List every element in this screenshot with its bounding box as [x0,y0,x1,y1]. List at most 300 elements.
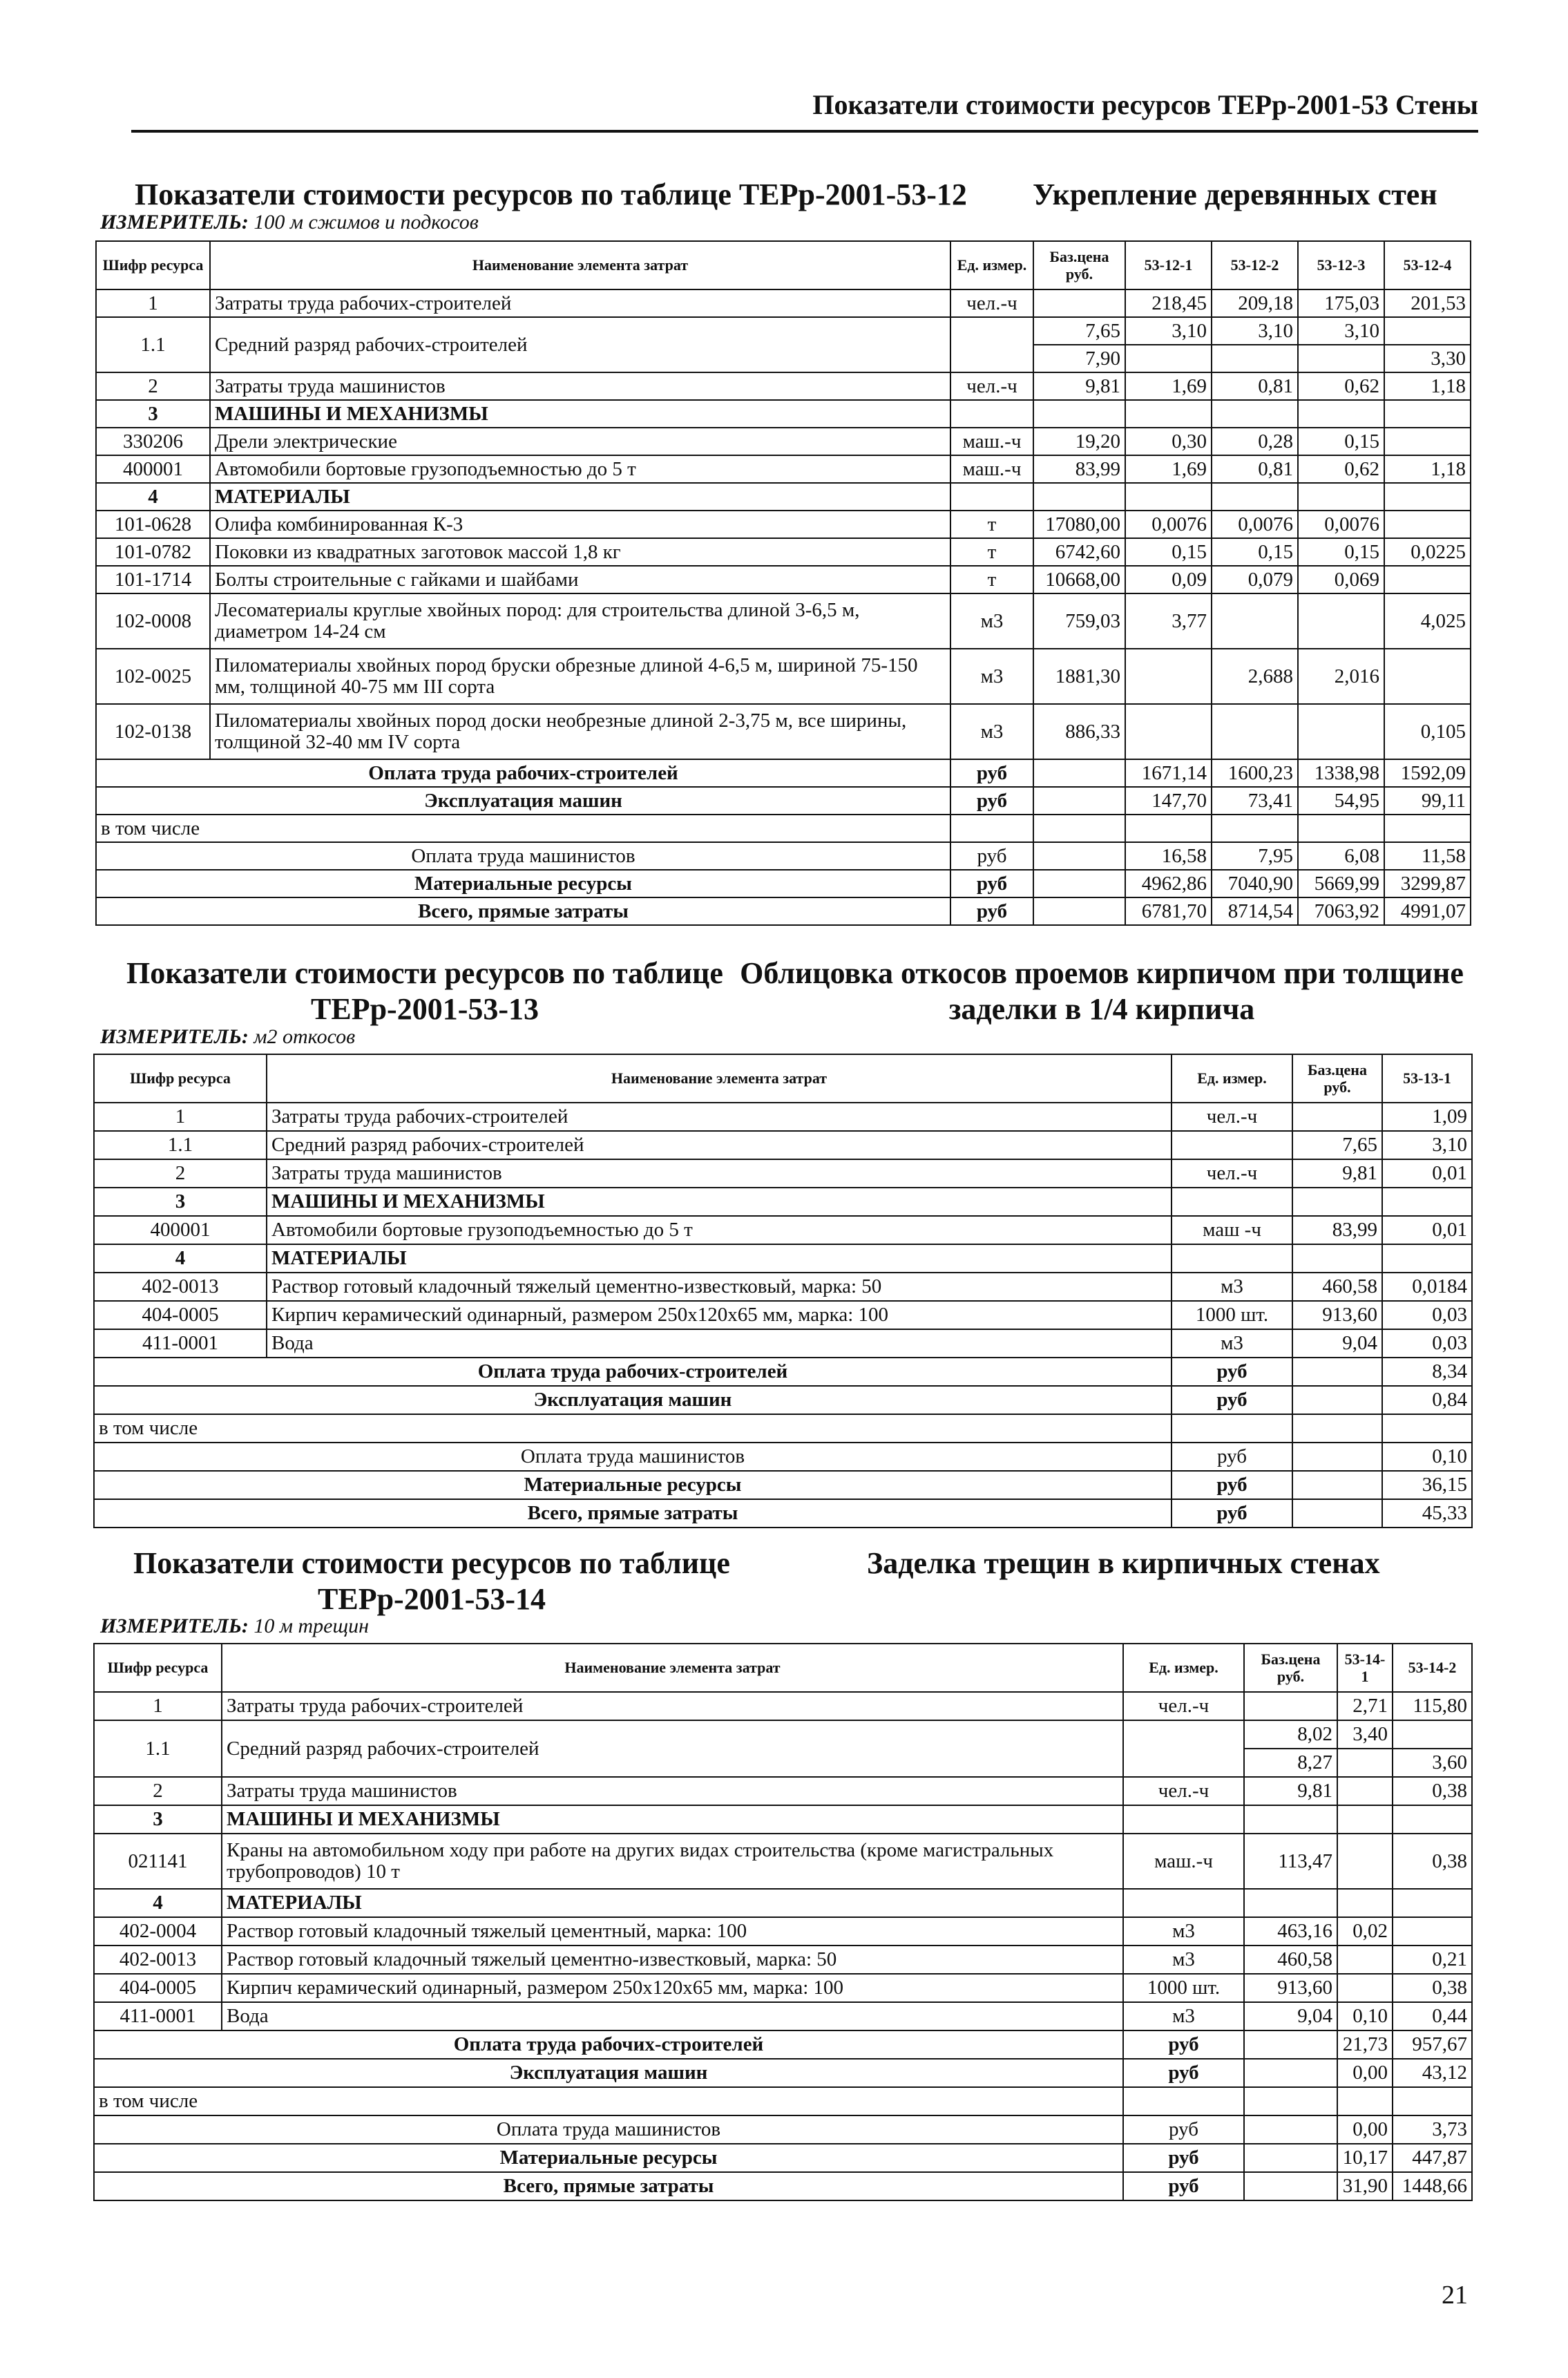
cell-unit: т [950,566,1033,593]
cell-code: 4 [94,1244,267,1273]
cell-unit: м3 [950,704,1033,759]
section-13-subtitle [739,955,1464,1027]
cell-value: 6,08 [1298,842,1384,870]
cell-name: Краны на автомобильном ходу при работе на других видах строительства (кроме магистральных трубопроводов) 10 т [222,1834,1123,1889]
cell-value: 31,90 [1337,2172,1393,2200]
cell-price [1033,289,1125,317]
cell-price: 460,58 [1292,1273,1382,1301]
cell-value [1382,1414,1472,1443]
cell-value: 21,73 [1337,2030,1393,2059]
cell-price [1292,1103,1382,1131]
cell-value [1382,1244,1472,1273]
cell-value: 6781,70 [1125,897,1212,925]
cell-unit: 1000 шт. [1123,1974,1244,2002]
cell-price [1033,400,1125,428]
summary-label: в том числе [96,815,950,842]
section-14-subtitle: Заделка трещин в кирпичных стенах [867,1546,1380,1580]
col-header-code: Шифр ресурса [96,241,210,289]
summary-row [94,1358,1472,1386]
cell-name: Лесоматериалы круглые хвойных пород: для строительства длиной 3-6,5 м, диаметром 14-24 см [210,593,950,649]
cell-value: 1338,98 [1298,759,1384,787]
cell-price [1244,1889,1337,1917]
cell-name: Автомобили бортовые грузоподъемностью до 5 т [210,455,950,483]
cell-value: 0,10 [1382,1443,1472,1471]
cell-price [1292,1414,1382,1443]
cell-value: 218,45 [1125,289,1212,317]
cell-code: 404-0005 [94,1301,267,1329]
cell-code: 400001 [96,455,210,483]
cell-price: 113,47 [1244,1834,1337,1889]
cell-value [1384,428,1471,455]
cell-code: 330206 [96,428,210,455]
summary-unit: руб [1172,1358,1292,1386]
summary-unit: руб [1123,2144,1244,2172]
summary-row [94,2087,1472,2115]
cell-code: 1 [94,1692,222,1720]
summary-row [94,2030,1472,2059]
cell-name: МАТЕРИАЛЫ [222,1889,1123,1917]
cell-price: 759,03 [1033,593,1125,649]
cell-value [1393,1805,1472,1834]
cell-value: 1,18 [1384,455,1471,483]
cell-value: 99,11 [1384,787,1471,815]
cell-unit [1172,1131,1292,1159]
summary-label: Оплата труда машинистов [94,1443,1172,1471]
summary-label: Оплата труда машинистов [94,2115,1123,2144]
cell-unit: т [950,511,1033,538]
table-row [94,1692,1472,1720]
cell-value [1384,400,1471,428]
cell-value: 0,81 [1212,455,1298,483]
cell-value: 4991,07 [1384,897,1471,925]
cell-code: 402-0013 [94,1946,222,1974]
cell-code: 4 [94,1889,222,1917]
cell-value: 0,0225 [1384,538,1471,566]
cell-value: 54,95 [1298,787,1384,815]
cell-price: 7,65 [1033,317,1125,345]
cell-unit [1172,1244,1292,1273]
table-row [94,1777,1472,1805]
cell-value: 16,58 [1125,842,1212,870]
table-row [94,1159,1472,1188]
cell-value: 0,01 [1382,1216,1472,1244]
cell-value: 4,025 [1384,593,1471,649]
cell-value [1125,704,1212,759]
cell-value [1298,345,1384,372]
section-13-title-line2: ТЕРр-2001-53-13 [311,992,539,1026]
section-14-title [121,1545,743,1617]
table-row [94,1301,1472,1329]
cell-price [1033,870,1125,897]
table-row [94,1805,1472,1834]
cell-name: Затраты труда машинистов [210,372,950,400]
cell-value [1393,1720,1472,1749]
col-header-53-12-1: 53-12-1 [1125,241,1212,289]
cell-name: Раствор готовый кладочный тяжелый цементно-известковый, марка: 50 [222,1946,1123,1974]
cell-value [1393,2087,1472,2115]
cell-name: Затраты труда машинистов [222,1777,1123,1805]
section-13-meter: ИЗМЕРИТЕЛЬ: м2 откосов [100,1025,356,1048]
section-13-subtitle-line2: заделки в 1/4 кирпича [948,992,1255,1026]
cell-code: 2 [96,372,210,400]
cell-value: 3,30 [1384,345,1471,372]
cell-value [1337,1974,1393,2002]
summary-row [96,897,1471,925]
cell-price: 8,27 [1244,1749,1337,1777]
cell-code: 411-0001 [94,2002,222,2030]
cell-value: 5669,99 [1298,870,1384,897]
cell-code: 1 [96,289,210,317]
cell-unit [1123,1805,1244,1834]
col-header-53-12-2: 53-12-2 [1212,241,1298,289]
cell-price: 913,60 [1292,1301,1382,1329]
cell-value: 0,30 [1125,428,1212,455]
summary-unit: руб [1172,1386,1292,1414]
cell-unit: чел.-ч [950,372,1033,400]
col-header-code: Шифр ресурса [94,1054,267,1103]
cell-value [1212,483,1298,511]
cell-value [1298,704,1384,759]
summary-row [96,815,1471,842]
cell-value: 2,71 [1337,1692,1393,1720]
cell-value: 0,03 [1382,1301,1472,1329]
cell-code: 4 [96,483,210,511]
cell-value: 209,18 [1212,289,1298,317]
cell-value [1298,593,1384,649]
cell-name: Вода [267,1329,1172,1358]
cell-name: Затраты труда машинистов [267,1159,1172,1188]
cell-value: 0,15 [1125,538,1212,566]
summary-row [96,759,1471,787]
summary-unit: руб [1172,1471,1292,1499]
table-row [94,1216,1472,1244]
summary-label: Материальные ресурсы [96,870,950,897]
cell-value: 36,15 [1382,1471,1472,1499]
section-13-subtitle-line1: Облицовка откосов проемов кирпичом при толщине [740,956,1464,990]
summary-row [94,2144,1472,2172]
col-header-price: Баз.цена руб. [1244,1644,1337,1692]
cell-value [1384,483,1471,511]
summary-row [94,2172,1472,2200]
summary-label: Всего, прямые затраты [96,897,950,925]
cell-value: 1,18 [1384,372,1471,400]
cell-value: 3,10 [1125,317,1212,345]
cell-price [1292,1443,1382,1471]
cell-value: 0,38 [1393,1777,1472,1805]
table-row [96,566,1471,593]
cell-unit: 1000 шт. [1172,1301,1292,1329]
table-row [96,704,1471,759]
cell-name: Средний разряд рабочих-строителей [222,1720,1123,1777]
cell-unit [1123,1720,1244,1777]
cell-value: 73,41 [1212,787,1298,815]
cell-code: 102-0008 [96,593,210,649]
col-header-unit: Ед. измер. [1172,1054,1292,1103]
cell-name: Поковки из квадратных заготовок массой 1,8 кг [210,538,950,566]
cell-value: 11,58 [1384,842,1471,870]
cell-code: 3 [96,400,210,428]
summary-unit [950,815,1033,842]
summary-row [96,842,1471,870]
cell-value [1125,649,1212,704]
cell-value: 0,15 [1298,538,1384,566]
cell-value: 8714,54 [1212,897,1298,925]
cell-value [1337,2087,1393,2115]
cell-value [1212,345,1298,372]
cell-value [1212,400,1298,428]
table-row [96,649,1471,704]
cell-price: 7,90 [1033,345,1125,372]
col-header-53-13-1: 53-13-1 [1382,1054,1472,1103]
cell-unit: м3 [1123,1946,1244,1974]
summary-unit: руб [1172,1443,1292,1471]
cell-value: 0,44 [1393,2002,1472,2030]
cell-price: 9,81 [1292,1159,1382,1188]
summary-row [94,2115,1472,2144]
cell-value: 1,69 [1125,455,1212,483]
table-53-12 [95,240,1471,926]
summary-label: в том числе [94,2087,1123,2115]
cell-name: МАШИНЫ И МЕХАНИЗМЫ [210,400,950,428]
cell-unit: маш -ч [1172,1216,1292,1244]
cell-value [1298,400,1384,428]
summary-unit: руб [950,787,1033,815]
cell-name: Пиломатериалы хвойных пород бруски обрезные длиной 4-6,5 м, шириной 75-150 мм, толщиной 40-75 мм III сорта [210,649,950,704]
cell-value [1337,1805,1393,1834]
cell-value: 201,53 [1384,289,1471,317]
table-row [94,1974,1472,2002]
cell-value [1125,483,1212,511]
cell-price [1244,1805,1337,1834]
summary-row [96,787,1471,815]
section-13-title-line1: Показатели стоимости ресурсов по таблице [126,956,723,990]
table-row [96,455,1471,483]
cell-name: МАТЕРИАЛЫ [210,483,950,511]
cell-price: 886,33 [1033,704,1125,759]
cell-code: 101-1714 [96,566,210,593]
cell-price: 9,81 [1244,1777,1337,1805]
cell-value: 4962,86 [1125,870,1212,897]
cell-value: 0,21 [1393,1946,1472,1974]
cell-value: 115,80 [1393,1692,1472,1720]
cell-code: 2 [94,1777,222,1805]
cell-value [1298,483,1384,511]
table-row [96,428,1471,455]
section-14-title-line1: Показатели стоимости ресурсов по таблице [133,1546,730,1580]
cell-unit [950,400,1033,428]
table-row [96,372,1471,400]
cell-value: 2,016 [1298,649,1384,704]
cell-unit [950,317,1033,372]
cell-price: 83,99 [1033,455,1125,483]
cell-value: 1,09 [1382,1103,1472,1131]
section-12-title: Показатели стоимости ресурсов по таблице ТЕРр-2001-53-12 [135,178,967,211]
cell-price [1244,2059,1337,2087]
cell-value: 3,77 [1125,593,1212,649]
cell-value [1393,1889,1472,1917]
cell-value: 0,079 [1212,566,1298,593]
cell-value: 0,15 [1298,428,1384,455]
cell-code: 102-0138 [96,704,210,759]
cell-value: 3,60 [1393,1749,1472,1777]
table-header-row [96,241,1471,289]
cell-value [1384,815,1471,842]
cell-value: 0,00 [1337,2059,1393,2087]
cell-price [1244,1692,1337,1720]
summary-label: Оплата труда машинистов [96,842,950,870]
cell-price: 7,65 [1292,1131,1382,1159]
cell-price [1244,2115,1337,2144]
cell-price [1244,2172,1337,2200]
cell-value [1384,511,1471,538]
cell-value [1125,345,1212,372]
cell-price [1033,897,1125,925]
cell-value: 175,03 [1298,289,1384,317]
section-14-title-line2: ТЕРр-2001-53-14 [318,1582,546,1616]
cell-name: Кирпич керамический одинарный, размером 250х120х65 мм, марка: 100 [222,1974,1123,2002]
cell-unit: чел.-ч [1172,1159,1292,1188]
cell-price [1244,2087,1337,2115]
cell-value: 0,105 [1384,704,1471,759]
cell-unit: м3 [950,593,1033,649]
cell-code: 1.1 [96,317,210,372]
cell-value: 0,0184 [1382,1273,1472,1301]
cell-value: 1,69 [1125,372,1212,400]
cell-value: 1671,14 [1125,759,1212,787]
cell-code: 411-0001 [94,1329,267,1358]
summary-label: Оплата труда рабочих-строителей [96,759,950,787]
table-53-14 [93,1643,1473,2201]
table-row [94,1720,1472,1749]
summary-label: Оплата труда рабочих-строителей [94,2030,1123,2059]
cell-value [1125,815,1212,842]
summary-label: Всего, прямые затраты [94,1499,1172,1528]
section-14-meter: ИЗМЕРИТЕЛЬ: 10 м трещин [100,1615,370,1637]
summary-label: Эксплуатация машин [94,1386,1172,1414]
cell-code: 1 [94,1103,267,1131]
cell-unit: м3 [1123,1917,1244,1946]
cell-value: 0,069 [1298,566,1384,593]
cell-value [1337,1946,1393,1974]
cell-code: 1.1 [94,1720,222,1777]
summary-label: Эксплуатация машин [96,787,950,815]
cell-value [1337,1889,1393,1917]
summary-unit: руб [950,897,1033,925]
cell-code: 102-0025 [96,649,210,704]
cell-unit: чел.-ч [1172,1103,1292,1131]
col-header-name: Наименование элемента затрат [210,241,950,289]
col-header-53-12-3: 53-12-3 [1298,241,1384,289]
cell-name: Вода [222,2002,1123,2030]
cell-value: 0,00 [1337,2115,1393,2144]
cell-price: 83,99 [1292,1216,1382,1244]
summary-row [94,1414,1472,1443]
col-header-price: Баз.цена руб. [1033,241,1125,289]
cell-value: 0,0076 [1298,511,1384,538]
cell-value [1384,566,1471,593]
summary-label: в том числе [94,1414,1172,1443]
cell-price: 9,04 [1292,1329,1382,1358]
summary-label: Эксплуатация машин [94,2059,1123,2087]
cell-price [1292,1358,1382,1386]
cell-unit: чел.-ч [950,289,1033,317]
cell-value: 3,10 [1298,317,1384,345]
cell-value: 8,34 [1382,1358,1472,1386]
col-header-unit: Ед. измер. [950,241,1033,289]
summary-unit: руб [950,759,1033,787]
summary-row [94,1499,1472,1528]
cell-name: Кирпич керамический одинарный, размером 250х120х65 мм, марка: 100 [267,1301,1172,1329]
cell-value: 45,33 [1382,1499,1472,1528]
cell-value [1212,815,1298,842]
cell-name: Средний разряд рабочих-строителей [267,1131,1172,1159]
cell-value: 7040,90 [1212,870,1298,897]
summary-unit: руб [950,870,1033,897]
cell-name: Затраты труда рабочих-строителей [267,1103,1172,1131]
cell-unit: т [950,538,1033,566]
cell-code: 3 [94,1188,267,1216]
cell-unit: маш.-ч [1123,1834,1244,1889]
cell-value [1393,1917,1472,1946]
summary-unit: руб [1123,2115,1244,2144]
summary-label: Оплата труда рабочих-строителей [94,1358,1172,1386]
cell-price: 9,04 [1244,2002,1337,2030]
table-header-row [94,1054,1472,1103]
summary-unit: руб [1123,2059,1244,2087]
cell-name: МАШИНЫ И МЕХАНИЗМЫ [267,1188,1172,1216]
table-row [94,2002,1472,2030]
cell-price [1033,815,1125,842]
cell-value: 3,40 [1337,1720,1393,1749]
cell-value: 0,84 [1382,1386,1472,1414]
table-row [94,1131,1472,1159]
cell-value: 1592,09 [1384,759,1471,787]
cell-unit: чел.-ч [1123,1777,1244,1805]
cell-name: Раствор готовый кладочный тяжелый цементно-известковый, марка: 50 [267,1273,1172,1301]
col-header-unit: Ед. измер. [1123,1644,1244,1692]
cell-price: 913,60 [1244,1974,1337,2002]
summary-row [94,1386,1472,1414]
cell-value: 0,62 [1298,372,1384,400]
cell-code: 3 [94,1805,222,1834]
cell-code: 404-0005 [94,1974,222,2002]
table-row [94,1273,1472,1301]
cell-value: 957,67 [1393,2030,1472,2059]
cell-unit: м3 [950,649,1033,704]
col-header-53-14-2: 53-14-2 [1393,1644,1472,1692]
cell-name: МАТЕРИАЛЫ [267,1244,1172,1273]
table-row [96,289,1471,317]
cell-price: 19,20 [1033,428,1125,455]
cell-code: 2 [94,1159,267,1188]
cell-unit [1172,1188,1292,1216]
summary-row [94,1471,1472,1499]
cell-value: 1448,66 [1393,2172,1472,2200]
cell-value: 2,688 [1212,649,1298,704]
cell-name: Затраты труда рабочих-строителей [222,1692,1123,1720]
cell-value: 0,62 [1298,455,1384,483]
summary-row [96,870,1471,897]
cell-price [1033,759,1125,787]
cell-value: 7063,92 [1298,897,1384,925]
table-row [96,317,1471,345]
cell-value: 147,70 [1125,787,1212,815]
cell-name: Пиломатериалы хвойных пород доски необрезные длиной 2-3,75 м, все ширины, толщиной 32-40 мм IV сорта [210,704,950,759]
cell-unit: маш.-ч [950,428,1033,455]
cell-name: Затраты труда рабочих-строителей [210,289,950,317]
cell-value: 0,10 [1337,2002,1393,2030]
section-12-subtitle: Укрепление деревянных стен [1033,178,1437,211]
